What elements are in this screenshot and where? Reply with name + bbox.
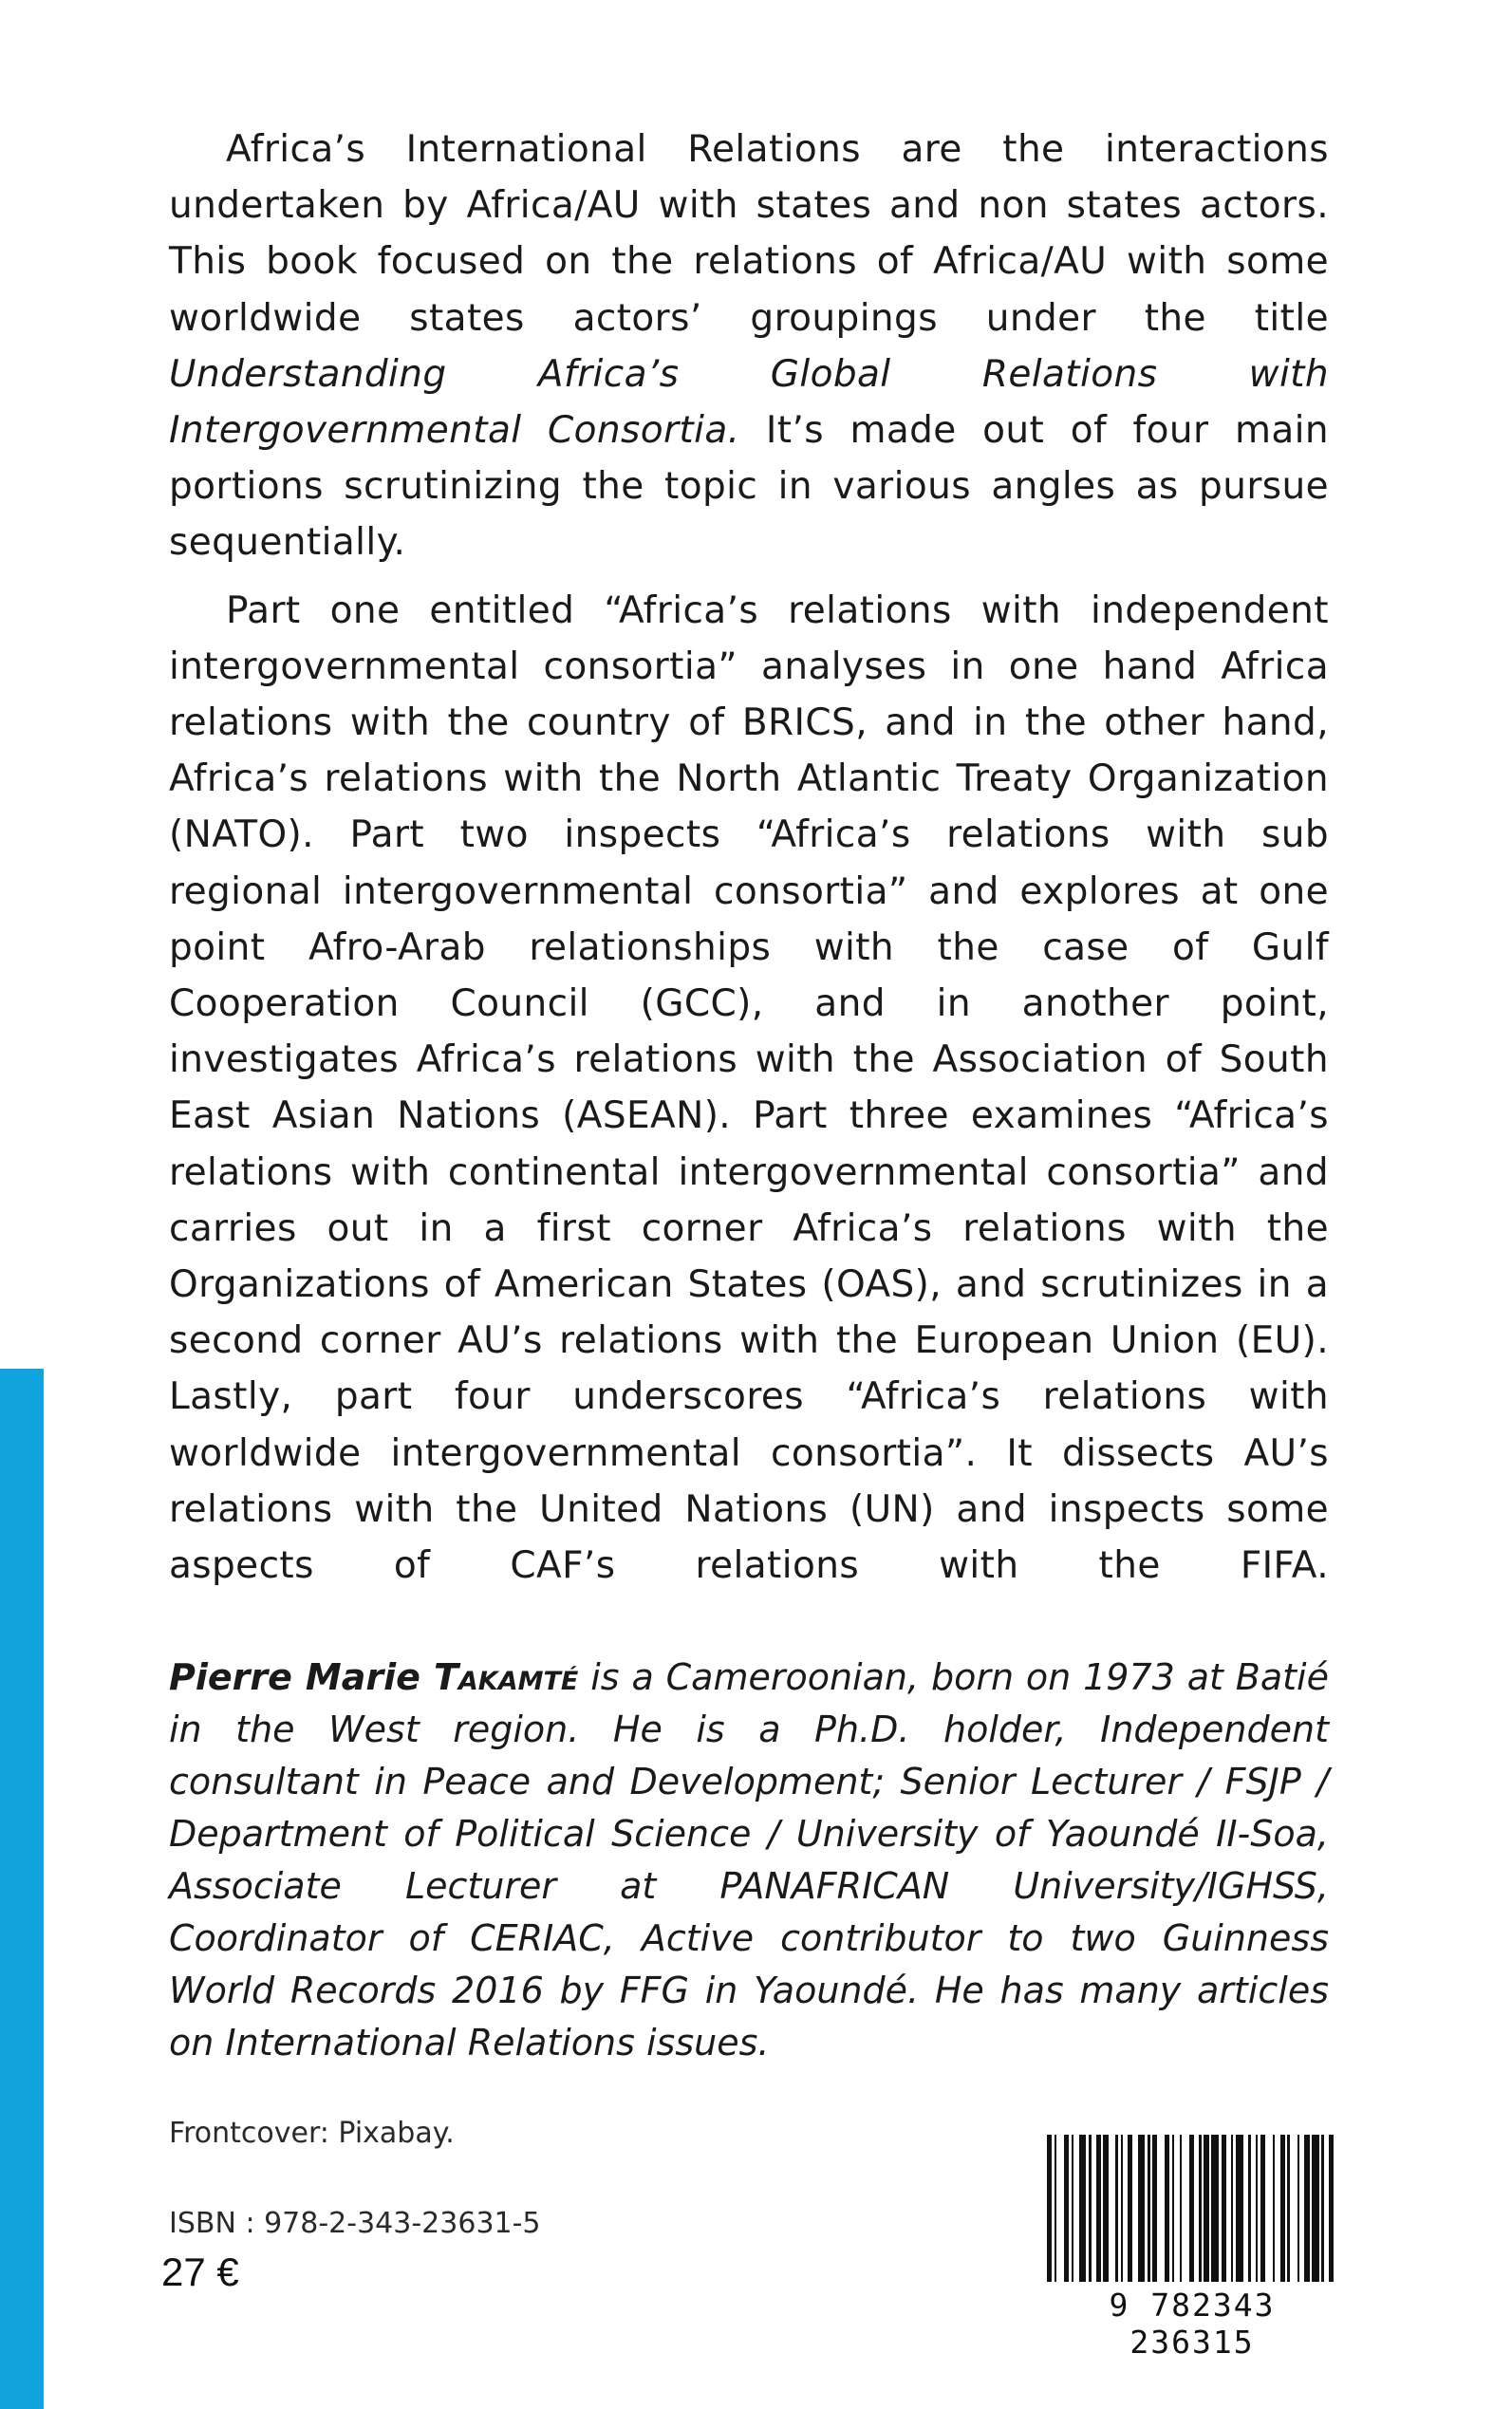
cover-image-credit: Frontcover: Pixabay. xyxy=(169,2117,455,2150)
barcode-bar xyxy=(1157,2135,1165,2282)
barcode-bar xyxy=(1334,2135,1336,2282)
barcode-bar xyxy=(1236,2135,1243,2282)
barcode-bar xyxy=(1056,2135,1064,2282)
author-bio xyxy=(169,1652,1329,2069)
blurb-paragraph-2: Part one entitled “Africa’s relations with independent intergovernmental consortia” analyses in one hand Africa relations with the country of BRICS, and in the other hand, Africa’s relations with the North Atlantic Treaty Organization (NATO). Part two inspects “Africa’s relations with sub regional intergovernmental consortia” and explores at one point Afro-Arab relationships with the case of Gulf Cooperation Council (GCC), and in another point, investigates Africa’s relations with the Association of South East Asian Nations (ASEAN). Part three examines “Africa’s relations with continental intergovernmental consortia” and carries out in a first corner Africa’s relations with the Organizations of American States (OAS), and scrutinizes in a second corner AU’s relations with the European Union (EU). Lastly, part four underscores “Africa’s relations with worldwide intergovernmental consortia”. It dissects AU’s relations with the United Nations (UN) and inspects some aspects of CAF’s relations with the FIFA. xyxy=(169,588,1329,1588)
barcode-bar xyxy=(1312,2135,1319,2282)
blurb-paragraph-1 xyxy=(169,121,1329,571)
author-surname: Takamté xyxy=(433,1656,579,1698)
barcode-bar xyxy=(1211,2135,1219,2282)
blue-accent-stripe xyxy=(0,1369,44,2409)
price-label: 27 € xyxy=(161,2250,239,2294)
blurb-intro-continued: It’s made out of four main portions scrutinizing the topic in various angles as pursue sequentially. xyxy=(169,409,1329,565)
barcode-bar xyxy=(1265,2135,1273,2282)
book-blurb xyxy=(169,121,1329,1594)
barcode-digits: 9 782343 236315 xyxy=(1109,2287,1276,2361)
barcode-bar xyxy=(1079,2135,1087,2282)
isbn-label: ISBN : 978-2-343-23631-5 xyxy=(169,2207,541,2240)
author-first-names: Pierre Marie xyxy=(169,1656,434,1698)
isbn-barcode xyxy=(1039,2129,1345,2361)
barcode-bar xyxy=(1290,2135,1297,2282)
barcode-bar xyxy=(1109,2135,1116,2282)
blurb-intro-text: Africa’s International Relations are the interactions undertaken by Africa/AU with states and non states actors. This book focused on the relations of Africa/AU with some worldwide states actors’ groupings under the title xyxy=(169,128,1329,340)
author-bio-paragraph xyxy=(169,1652,1329,2069)
book-title-italic: Understanding Africa’s Global Relations with Intergovernmental Consortia. xyxy=(169,352,1329,453)
barcode-bar xyxy=(1182,2135,1189,2282)
author-bio-text: is a Cameroonian, born on 1973 at Batié in the West region. He is a Ph.D. holder, Independent consultant in Peace and Development; Senior Lecturer / FSJP / Department of Political Science / University of Yaoundé II-Soa, Associate Lecturer at PANAFRICAN University/IGHSS, Coordinator of CERIAC, Active contributor to two Guinness World Records 2016 by FFG in Yaoundé. He has many articles on International Relations issues. xyxy=(169,1656,1329,2064)
barcode-bar xyxy=(1138,2135,1146,2282)
barcode-bars xyxy=(1047,2135,1337,2282)
